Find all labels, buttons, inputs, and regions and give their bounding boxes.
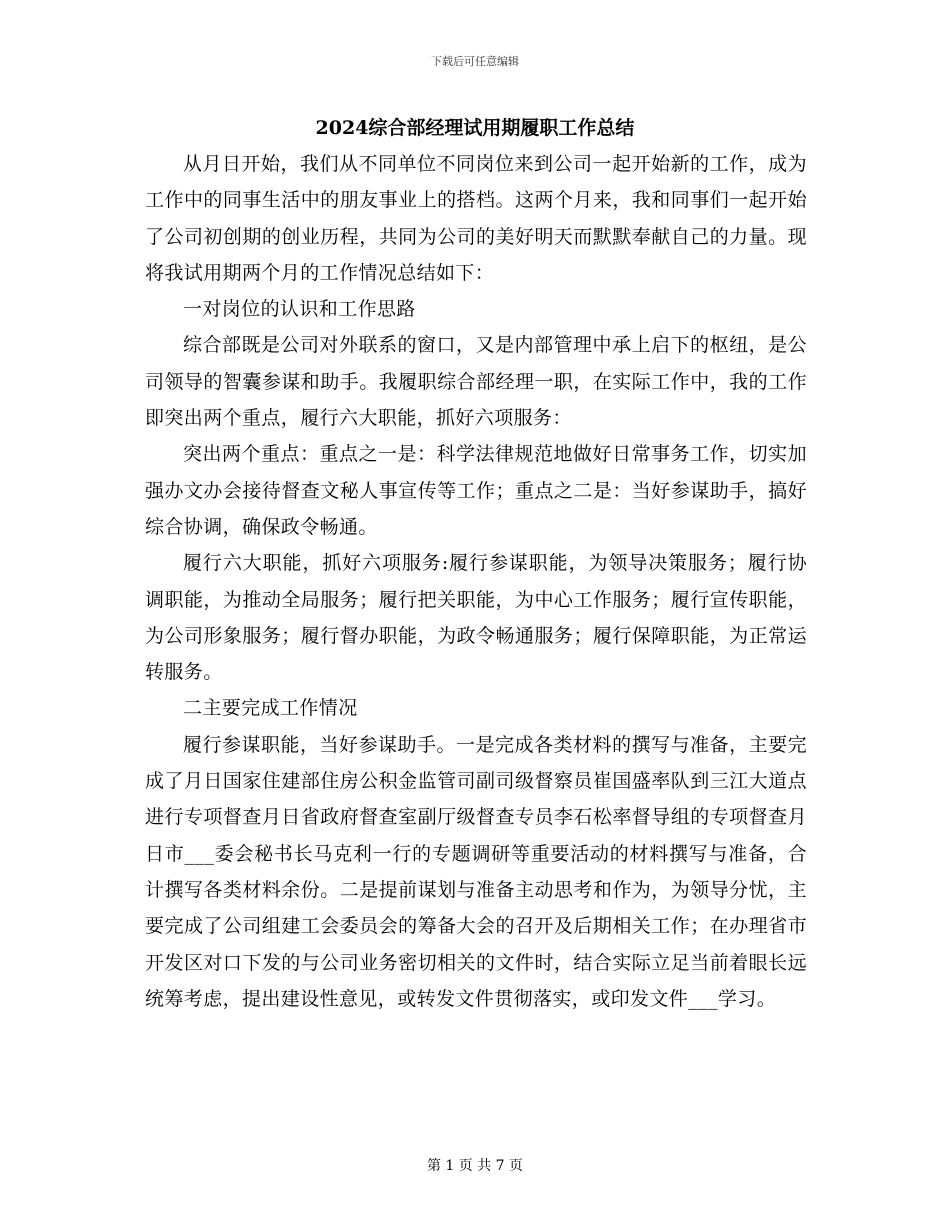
paragraph-key-points: 突出两个重点：重点之一是：科学法律规范地做好日常事务工作，切实加强办文办会接待督查文秘人事宣传等工作；重点之二是：当好参谋助手，搞好综合协调，确保政令畅通。 <box>145 443 807 538</box>
page-indicator: 第 1 页 共 7 页 <box>426 1158 524 1174</box>
paragraph-work-done: 履行参谋职能，当好参谋助手。一是完成各类材料的撰写与准备，主要完成了月日国家住建部住房公积金监管司副司级督察员崔国盛率队到三江大道点进行专项督查月日省政府督查室副厅级督查专员李石松率督导组的专项督查月日市___委会秘书长马克利一行的专题调研等重要活动的材料撰写与准备，合计撰写各类材料余份。二是提前谋划与准备主动思考和作为，为领导分忧，主要完成了公司组建工会委员会的筹备大会的召开及后期相关工作；在办理省市开发区对口下发的与公司业务密切相关的文件时，结合实际立足当前着眼长远统筹考虑，提出建设性意见，或转发文件贯彻落实，或印发文件___学习。 <box>145 733 807 1010</box>
paragraph-functions: 履行六大职能，抓好六项服务:履行参谋职能，为领导决策服务；履行协调职能，为推动全局服务；履行把关职能，为中心工作服务；履行宣传职能，为公司形象服务；履行督办职能，为政令畅通服务；履行保障职能，为正常运转服务。 <box>145 552 807 684</box>
document-body <box>145 146 807 1017</box>
paragraph-role: 综合部既是公司对外联系的窗口，又是内部管理中承上启下的枢纽，是公司领导的智囊参谋和助手。我履职综合部经理一职，在实际工作中，我的工作即突出两个重点，履行六大职能，抓好六项服务： <box>145 334 807 430</box>
section-heading-1: 一对岗位的认识和工作思路 <box>183 298 416 321</box>
paragraph-intro: 从月日开始，我们从不同单位不同岗位来到公司一起开始新的工作，成为工作中的同事生活中的朋友事业上的搭档。这两个月来，我和同事们一起开始了公司初创期的创业历程，共同为公司的美好明天而默默奉献自己的力量。现将我试用期两个月的工作情况总结如下： <box>145 153 807 284</box>
document-title: 2024综合部经理试用期履职工作总结 <box>315 117 635 139</box>
header-note: 下载后可任意编辑 <box>431 55 519 68</box>
section-heading-2: 二主要完成工作情况 <box>183 697 358 720</box>
